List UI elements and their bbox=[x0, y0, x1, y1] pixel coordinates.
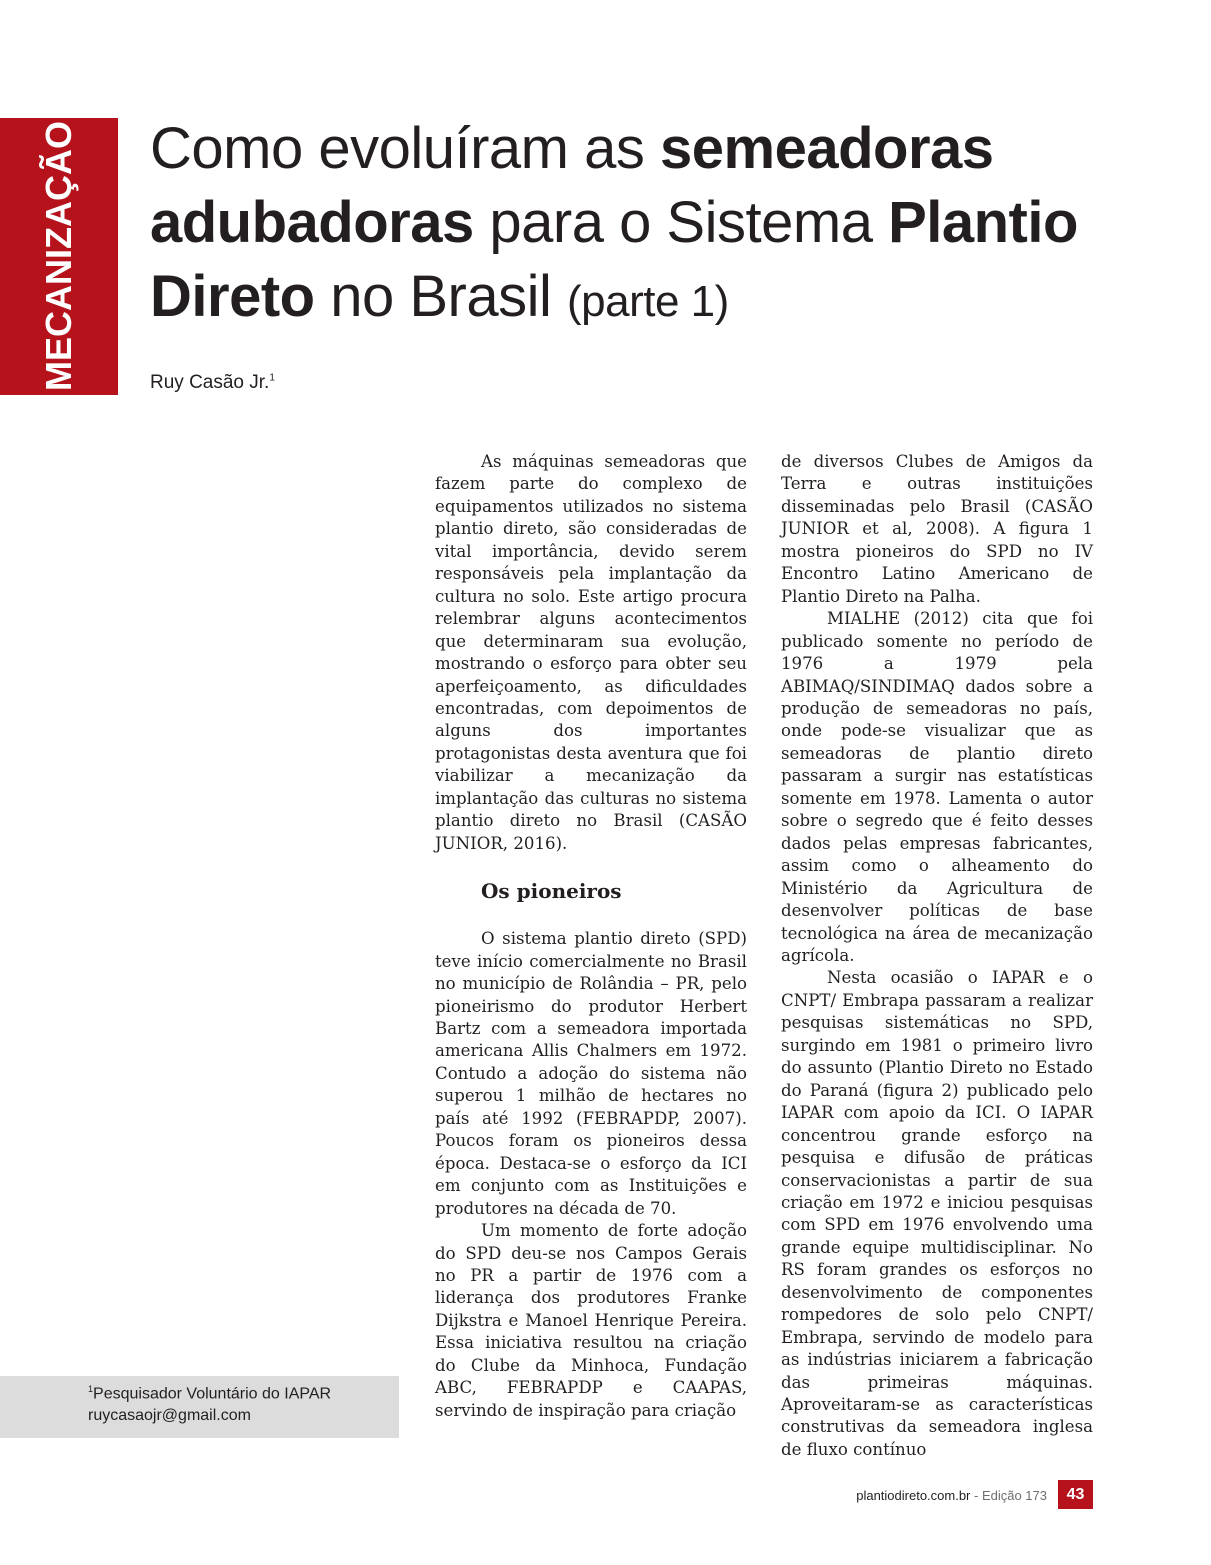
article-title bbox=[150, 112, 1130, 339]
footer-edition: - Edição 173 bbox=[970, 1488, 1047, 1503]
page-number: 43 bbox=[1058, 1480, 1093, 1509]
author-note-mark: 1 bbox=[269, 372, 275, 384]
footnote-email[interactable]: ruycasaojr@gmail.com bbox=[88, 1407, 251, 1424]
footer-site[interactable]: plantiodireto.com.br bbox=[856, 1488, 971, 1503]
title-part-2: para o Sistema bbox=[473, 190, 889, 255]
title-part-1: Como evoluíram as bbox=[150, 116, 660, 181]
body-column-1 bbox=[435, 451, 747, 1422]
title-part-3: no Brasil bbox=[314, 264, 552, 329]
body-column-2 bbox=[781, 451, 1093, 1461]
title-bold-1: semeadoras adubadoras bbox=[150, 116, 994, 255]
paragraph-mialhe: MIALHE (2012) cita que foi publicado somente no período de 1976 a 1979 pela ABIMAQ/SINDIMAQ dados sobre a produção de semeadoras no país, onde pode-se visualizar que as semeadoras de plantio direto passaram a surgir nas estatísticas somente em 1978. Lamenta o autor sobre o segredo que é feito desses dados pelas empresas fabricantes, assim como o alheamento do Ministério da Agricultura de desenvolver políticas de base tecnológica na área de mecanização agrícola. bbox=[781, 609, 1093, 965]
paragraph-campos-gerais: Um momento de forte adoção do SPD deu-se nos Campos Gerais no PR a partir de 1976 com a liderança dos produtores Franke Dijkstra e Manoel Henrique Pereira. Essa iniciativa resultou na criação do Clube da Minhoca, Fundação ABC, FEBRAPDP e CAAPAS, servindo de inspiração para criação bbox=[435, 1221, 747, 1420]
author-byline bbox=[150, 372, 275, 394]
title-bold-2: Plantio Direto bbox=[150, 190, 1078, 329]
paragraph-pioneers: O sistema plantio direto (SPD) teve início comercialmente no Brasil no município de Rolândia – PR, pelo pioneirismo do produtor Herbert Bartz com a semeadora importada americana Allis Chalmers em 1972. Contudo a adoção do sistema não superou 1 milhão de hectares no país até 1992 (FEBRAPDP, 2007). Poucos foram os pioneiros dessa época. Destaca-se o esforço da ICI em conjunto com as Instituições e produtores na década de 70. bbox=[435, 929, 747, 1218]
section-tab bbox=[0, 118, 118, 395]
title-suffix: (parte 1) bbox=[566, 277, 729, 326]
section-heading: Os pioneiros bbox=[481, 879, 622, 904]
page-footer bbox=[856, 1488, 1047, 1503]
paragraph-intro: As máquinas semeadoras que fazem parte do complexo de equipamentos utilizados no sistema plantio direto, são consideradas de vital importância, devido serem responsáveis pela implantação da cultura no solo. Este artigo procura relembrar alguns acontecimentos que determinaram sua evolução, mostrando o esforço para obter seu aperfeiçoamento, as dificuldades encontradas, com depoimentos de alguns dos importantes protagonistas desta aventura que foi viabilizar a mecanização da implantação das culturas no sistema plantio direto no Brasil (CASÃO JUNIOR, 2016). bbox=[435, 452, 747, 853]
section-label: MECANIZAÇÃO bbox=[38, 121, 79, 391]
paragraph-iapar: Nesta ocasião o IAPAR e o CNPT/ Embrapa passaram a realizar pesquisas sistemáticas no SPD, surgindo em 1981 o primeiro livro do assunto (Plantio Direto no Estado do Paraná (figura 2) publicado pelo IAPAR com apoio da ICI. O IAPAR concentrou grande esforço na pesquisa e difusão de práticas conservacionistas a partir de sua criação em 1972 e iniciou pesquisas com SPD em 1976 envolvendo uma grande equipe multidisciplinar. No RS foram grandes os esforços no desenvolvimento de componentes rompedores de solo pelo CNPT/ Embrapa, servindo de modelo para as indústrias iniciarem a fabricação das primeiras máquinas. Aproveitaram-se as características construtivas da semeadora inglesa de fluxo contínuo bbox=[781, 968, 1093, 1459]
footnote-mark: 1 bbox=[88, 1384, 94, 1394]
paragraph-continuation: de diversos Clubes de Amigos da Terra e outras instituições disseminadas pelo Brasil (CASÃO JUNIOR et al, 2008). A figura 1 mostra pioneiros do SPD no IV Encontro Latino Americano de Plantio Direto na Palha. bbox=[781, 452, 1093, 606]
footnote-box bbox=[0, 1376, 399, 1438]
author-name: Ruy Casão Jr. bbox=[150, 372, 270, 393]
footnote-affiliation-text: Pesquisador Voluntário do IAPAR bbox=[93, 1385, 332, 1403]
footnote-affiliation bbox=[88, 1384, 331, 1403]
